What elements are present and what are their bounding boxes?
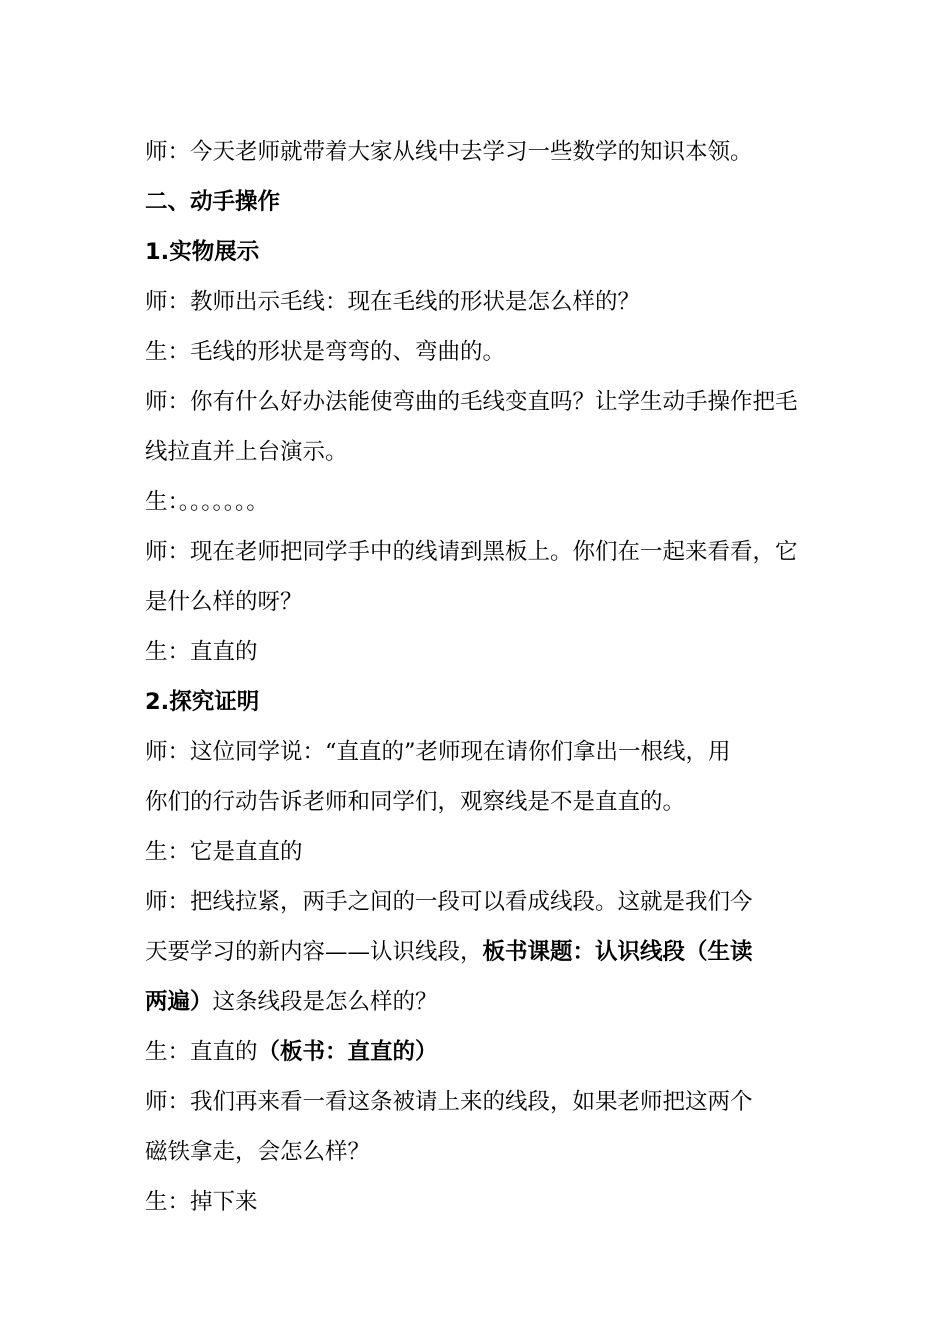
text-line: 师：你有什么好办法能使弯曲的毛线变直吗？让学生动手操作把毛 — [145, 389, 798, 415]
paragraph-teacher-take-thread — [145, 727, 810, 827]
paragraph-student-board-note — [145, 1027, 810, 1077]
text-line: 生：毛线的形状是弯弯的、弯曲的。 — [145, 339, 506, 365]
paragraph-student-ellipsis — [145, 477, 810, 527]
text-line: 是什么样的呀？ — [145, 589, 303, 615]
plain-text: 生：直直的 — [145, 1039, 258, 1065]
paragraph-teacher-straighten — [145, 377, 810, 477]
paragraph-student-straight — [145, 627, 810, 677]
plain-text: 这条线段是怎么样的？ — [212, 989, 438, 1015]
subsection-heading-object-display: 1.实物展示 — [145, 239, 260, 265]
text-line: 生：直直的 — [145, 639, 258, 665]
text-line: 师：现在老师把同学手中的线请到黑板上。你们在一起来看看，它 — [145, 539, 798, 565]
text-line: 生：。。。。。。。 — [145, 489, 269, 515]
text-line: 生：掉下来 — [145, 1189, 258, 1215]
paragraph-teacher-line-segment — [145, 877, 810, 1027]
text-line: 师：教师出示毛线：现在毛线的形状是怎么样的？ — [145, 289, 641, 315]
bold-text: （板书：直直的） — [257, 1039, 438, 1065]
document-page — [145, 127, 810, 1227]
text-line: 生：它是直直的 — [145, 839, 303, 865]
subsection-heading-explore-prove: 2.探究证明 — [145, 689, 260, 715]
text-line: 师：我们再来看一看这条被请上来的线段，如果老师把这两个 — [145, 1089, 753, 1115]
text-line: 线拉直并上台演示。 — [145, 439, 348, 465]
text-line — [145, 927, 810, 977]
section-heading-hands-on: 二、动手操作 — [145, 189, 281, 215]
paragraph-student-fall-down — [145, 1177, 810, 1227]
paragraph-student-yarn-shape — [145, 327, 810, 377]
text-line: 师：把线拉紧，两手之间的一段可以看成线段。这就是我们今 — [145, 889, 753, 915]
paragraph-student-it-is-straight — [145, 827, 810, 877]
plain-text: 天要学习的新内容——认识线段， — [145, 939, 483, 965]
text-line: 你们的行动告诉老师和同学们，观察线是不是直直的。 — [145, 789, 686, 815]
bold-text: 两遍） — [145, 989, 213, 1015]
text-line — [145, 977, 810, 1027]
paragraph-teacher-intro — [145, 127, 810, 177]
paragraph-teacher-blackboard — [145, 527, 810, 627]
paragraph-teacher-show-yarn — [145, 277, 810, 327]
text-line: 师：这位同学说：“直直的”老师现在请你们拿出一根线，用 — [145, 739, 731, 765]
bold-text: 板书课题：认识线段（生读 — [482, 939, 753, 965]
text-line: 师：今天老师就带着大家从线中去学习一些数学的知识本领。 — [145, 139, 753, 165]
paragraph-teacher-magnets — [145, 1077, 810, 1177]
text-line: 磁铁拿走，会怎么样？ — [145, 1139, 371, 1165]
text-line — [145, 1027, 810, 1077]
